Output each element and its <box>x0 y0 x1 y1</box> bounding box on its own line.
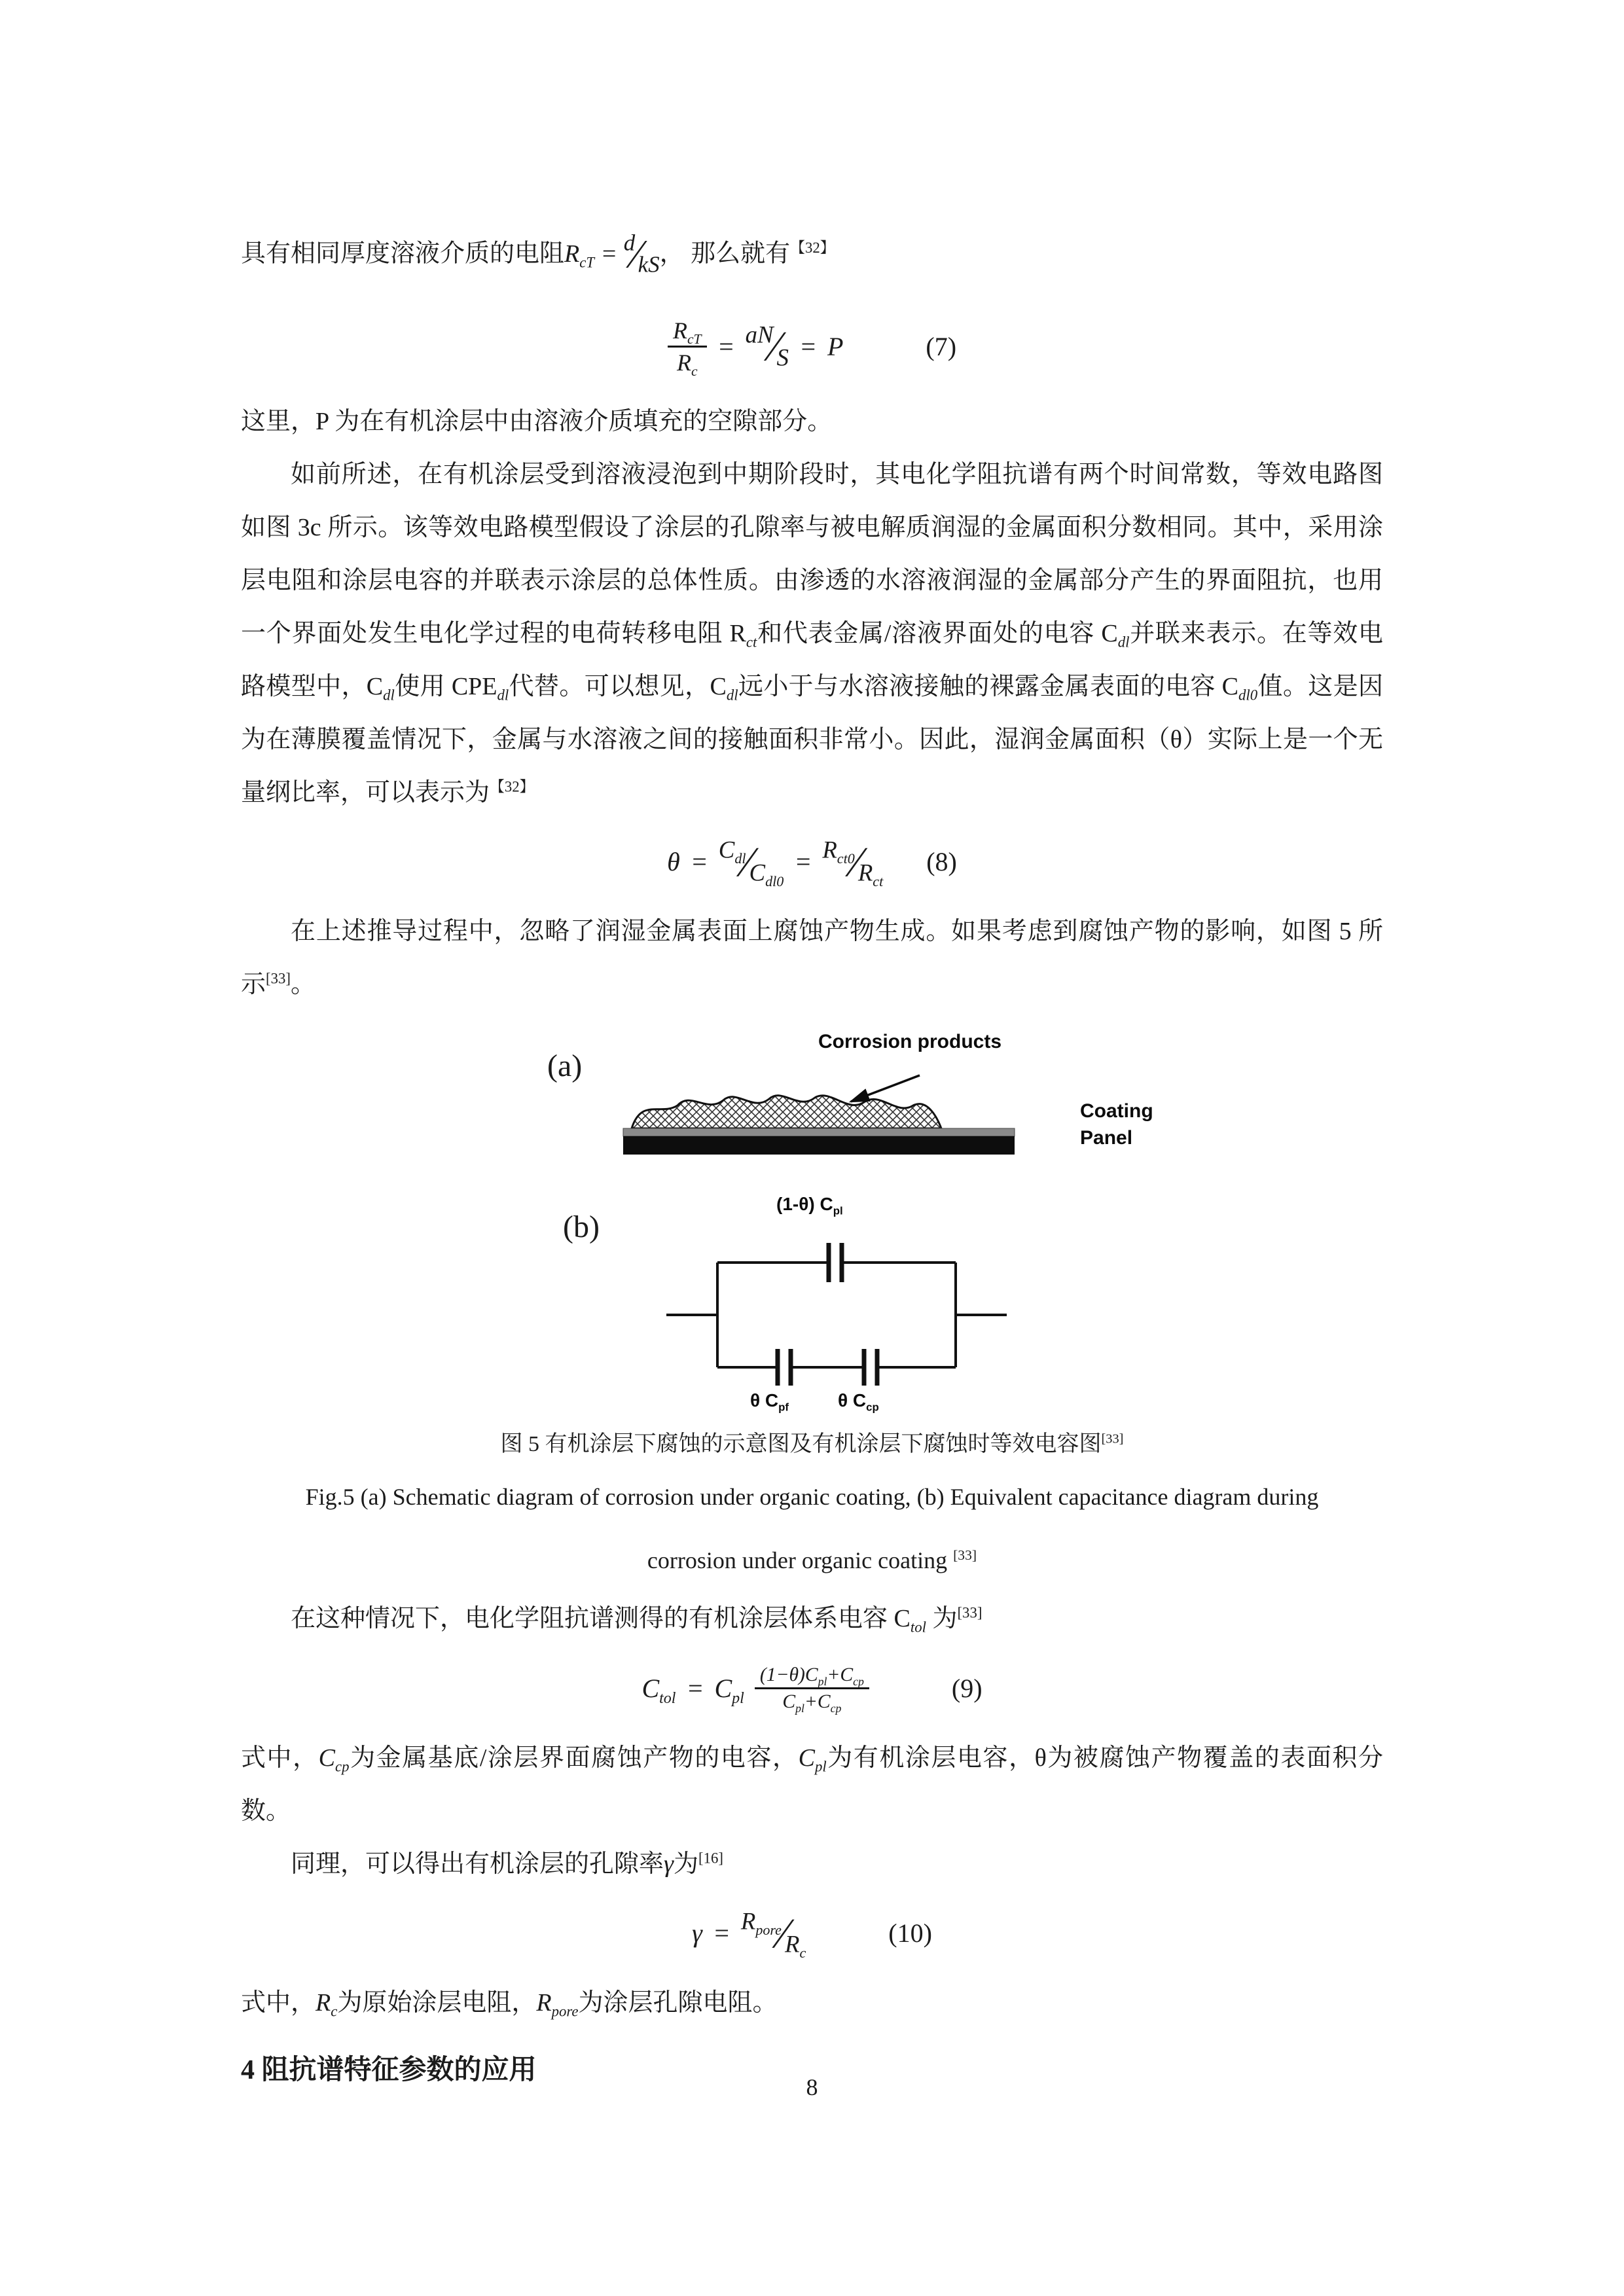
paragraph-where-10: 式中，$R_c$为原始涂层电阻，$R_{pore}$为涂层孔隙电阻。 <box>241 1988 778 2020</box>
numerator: $R_{cT}$ <box>668 315 707 348</box>
equals-sign: = <box>799 331 817 361</box>
equation-number: (8) <box>926 847 957 877</box>
equation-8 <box>241 836 1383 888</box>
equation-7 <box>241 315 1383 379</box>
slash-fraction <box>624 211 660 298</box>
equals-sign: = <box>594 240 624 268</box>
var-ctol: $C_{tol}$ <box>641 1673 676 1707</box>
denominator: $R_c$ <box>785 1930 806 1962</box>
paragraph-case: 在这种情况下，电化学阻抗谱测得的有机涂层体系电容 $C_{tol}$ 为[33] <box>291 1604 983 1636</box>
slash-fraction-cdl <box>719 836 784 888</box>
denominator: kS <box>638 251 660 278</box>
paragraph-where-9: 式中，$C_{cp}$为金属基底/涂层界面腐蚀产物的电容，$C_{pl}$为有机涂层电容，θ为被腐蚀产物覆盖的表面积分数。 <box>241 1744 1383 1825</box>
denominator: $C_{dl0}$ <box>749 859 784 890</box>
page-number: 8 <box>806 2074 818 2100</box>
denominator: $R_c$ <box>676 350 698 380</box>
paragraph-derivation: 在上述推导过程中，忽略了润湿金属表面上腐蚀产物生成。如果考虑到腐蚀产物的影响，如图 5 所示[33]。 <box>241 917 1383 998</box>
figure-caption-en-line2: corrosion under organic coating [33] <box>647 1547 977 1573</box>
var-theta: θ <box>667 847 680 877</box>
denominator: S <box>776 344 789 371</box>
capacitor-right-label: θ $C_{cp}$ <box>838 1390 879 1414</box>
equals-sign: = <box>712 1918 731 1948</box>
var-cpl: $C_{pl}$ <box>714 1673 744 1707</box>
denominator: $R_{ct}$ <box>857 859 884 890</box>
paragraph-same: 同理，可以得出有机涂层的孔隙率γ为[16] <box>291 1850 723 1878</box>
corrosion-products-blob <box>632 1095 941 1128</box>
equivalent-circuit-drawing <box>666 1223 1007 1407</box>
equation-number: (7) <box>926 331 957 361</box>
panel-bar <box>623 1136 1015 1155</box>
paragraph-main: 如前所述，在有机涂层受到溶液浸泡到中期阶段时，其电化学阻抗谱有两个时间常数，等效电路图如图 3c 所示。该等效电路模型假设了涂层的孔隙率与被电解质润湿的金属面积分数相同。其中，采用涂层电阻和涂层电容的并联表示涂层的总体性质。由渗透的水溶液润湿的金属部分产生的界面阻抗，也用一个界面处发生电化学过程的电荷转移电阻 $R_{ct}$和代表金属/溶液界面处的电容 $C_{dl}$并联来表示。在等效电路模型中，$C_{dl}$使用 $CPE_{dl}$代替。可以想见，$C_{dl}$远小于与水溶液接触的裸露金属表面的电容 $C_{dl0}$值。这是因为在薄膜覆盖情况下，金属与水溶液之间的接触面积非常小。因此，湿润金属面积（θ）实际上是一个无量纲比率，可以表示为$^{【32】}$ <box>241 461 1383 806</box>
citation-32: 【32】 <box>790 239 835 256</box>
equation-number: (10) <box>888 1918 932 1948</box>
figure-b-label: (b) <box>563 1209 600 1244</box>
numerator: aN <box>745 321 774 348</box>
capacitor-left-label: θ $C_{pf}$ <box>750 1390 789 1414</box>
slash-fraction-rpore <box>741 1908 806 1960</box>
equals-sign: = <box>794 847 812 877</box>
var-rct: $R_{cT}$ <box>564 240 595 271</box>
equals-sign: = <box>717 331 735 361</box>
fraction-slash: ∕ <box>744 838 751 886</box>
equation-9 <box>241 1662 1383 1715</box>
figure-5 <box>241 1030 1383 1416</box>
equals-sign: = <box>690 847 708 877</box>
capacitor-top-label: (1-θ) $C_{pl}$ <box>776 1193 843 1217</box>
equals-sign: = <box>686 1673 704 1703</box>
equation-10 <box>241 1908 1383 1960</box>
var-p: P <box>827 331 844 361</box>
numerator: d <box>623 230 636 256</box>
figure-a-schematic <box>622 1030 1159 1171</box>
corrosion-products-label: Corrosion products <box>818 1030 1002 1052</box>
denominator: $C_{pl}+C_{cp}$ <box>782 1691 842 1715</box>
fraction-slash: ∕ <box>633 231 640 277</box>
numerator: $R_{pore}$ <box>740 1907 782 1939</box>
panel-label: Panel <box>1080 1126 1133 1149</box>
var-gamma: γ <box>692 1918 702 1948</box>
figure-a-label: (a) <box>547 1048 583 1083</box>
section-heading: 4 阻抗谱特征参数的应用 <box>241 2054 537 2085</box>
intro-text-post: ， 那么就有 <box>659 240 791 268</box>
paragraph-intro <box>241 211 1383 298</box>
equation-number: (9) <box>951 1673 983 1703</box>
slash-fraction-an-s <box>746 321 789 372</box>
numerator: $R_{ct0}$ <box>822 836 855 867</box>
numerator: $(1-\theta)C_{pl}+C_{cp}$ <box>755 1662 869 1689</box>
coating-layer <box>623 1128 1015 1136</box>
intro-text: 具有相同厚度溶液介质的电阻 <box>241 240 565 268</box>
coating-label: Coating <box>1080 1100 1153 1122</box>
paragraph-here: 这里，P 为在有机涂层中由溶液介质填充的空隙部分。 <box>241 408 833 436</box>
numerator: $C_{dl}$ <box>718 836 746 867</box>
fraction-rct-rc <box>668 315 707 379</box>
slash-fraction-rct <box>822 836 883 888</box>
inline-formula-rct <box>564 230 660 278</box>
figure-b-circuit <box>666 1194 1033 1423</box>
figure-caption-en <box>241 1465 1383 1592</box>
fraction-slash: ∕ <box>771 323 779 371</box>
fraction-capacitance <box>755 1662 869 1715</box>
figure-caption-cn: 图 5 有机涂层下腐蚀的示意图及有机涂层下腐蚀时等效电容图[33] <box>500 1431 1124 1456</box>
figure-caption-en-line1: Fig.5 (a) Schematic diagram of corrosion under organic coating, (b) Equivalent capacitance diagram during <box>305 1483 1319 1510</box>
fraction-slash: ∕ <box>852 838 860 886</box>
corrosion-schematic-drawing <box>622 1053 1093 1164</box>
fraction-slash: ∕ <box>779 1909 787 1958</box>
